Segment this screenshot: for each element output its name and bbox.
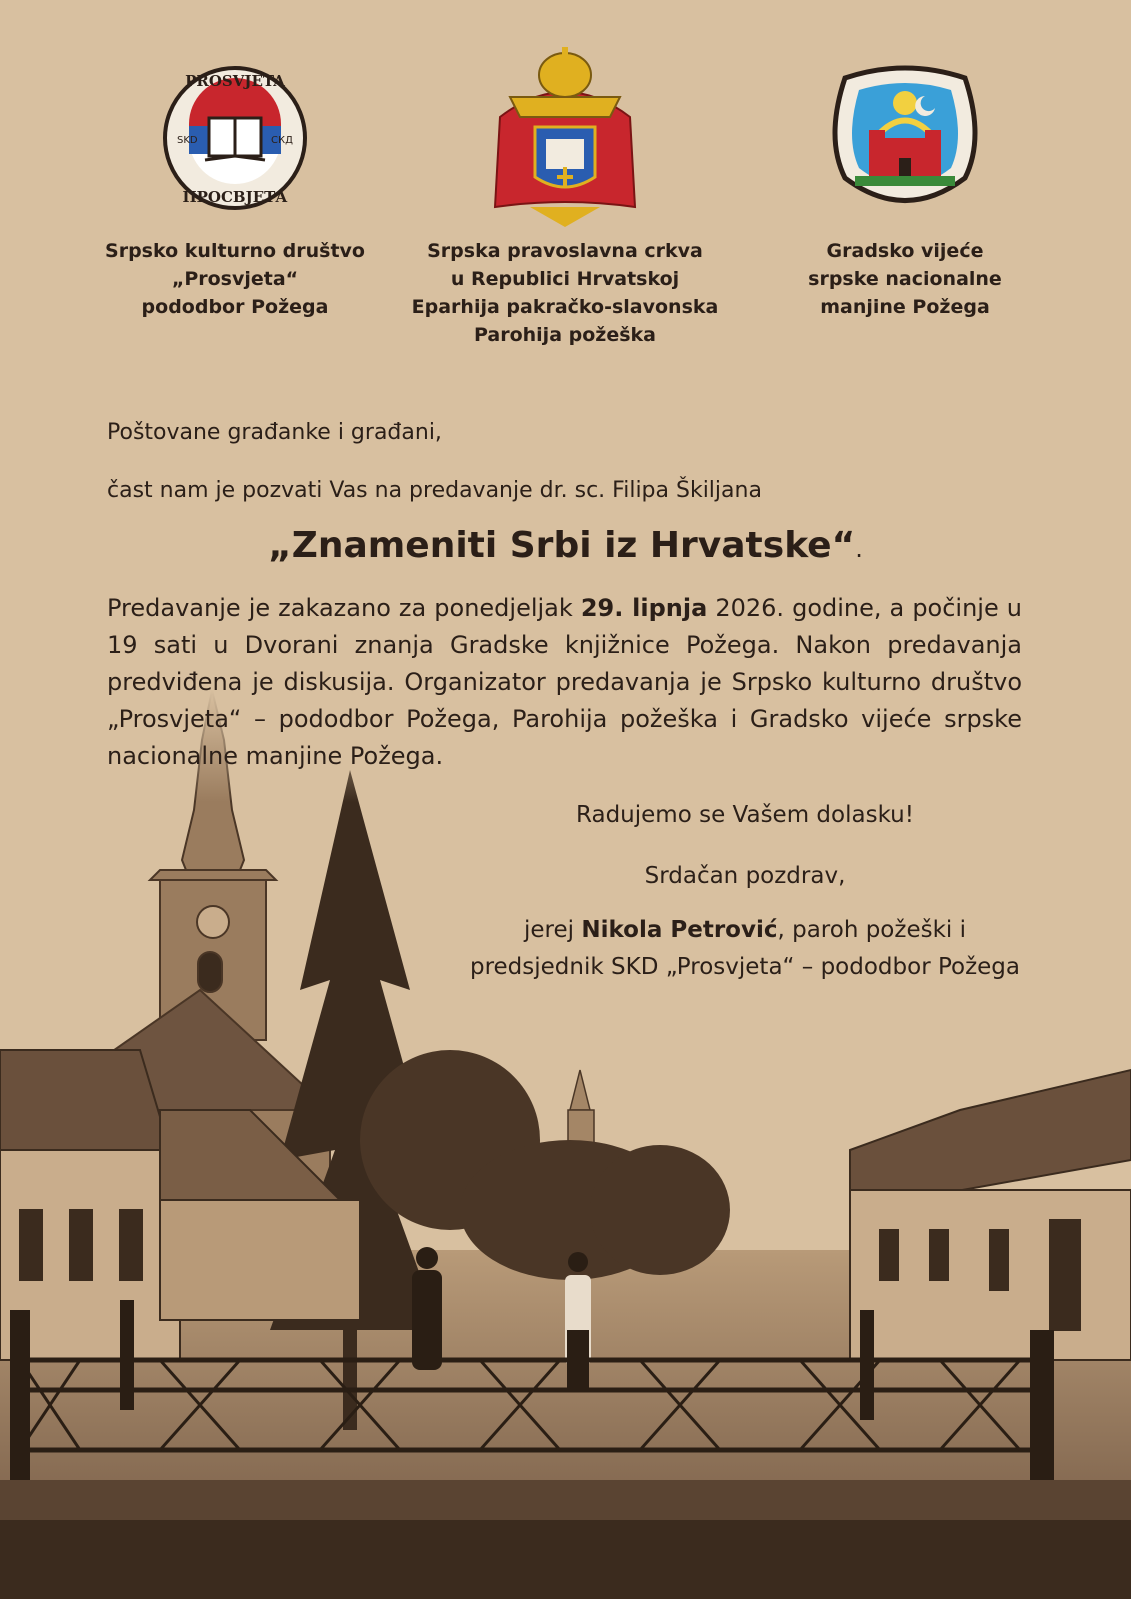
signature-prefix: jerej bbox=[524, 917, 582, 943]
signature-block bbox=[460, 912, 1030, 986]
church-coat-of-arms bbox=[490, 47, 640, 229]
caption-line: Eparhija pakračko-slavonska bbox=[411, 296, 719, 318]
lecture-title bbox=[0, 525, 1131, 566]
ring-top-text: PROSVJETA bbox=[185, 71, 285, 90]
closing-line: Radujemo se Vašem dolasku! bbox=[576, 802, 914, 828]
regards-line: Srdačan pozdrav, bbox=[644, 863, 846, 889]
details-paragraph bbox=[107, 590, 1022, 775]
caption-line: srpske nacionalne bbox=[808, 268, 1002, 290]
ring-left-text: SKD bbox=[177, 134, 198, 146]
prosvjeta-logo bbox=[161, 64, 309, 212]
caption-line: pododbor Požega bbox=[141, 296, 329, 318]
council-column bbox=[770, 40, 1040, 321]
caption-line: manjine Požega bbox=[820, 296, 990, 318]
signature-rest: , paroh požeški i predsjednik SKD „Prosvjeta“ – pododbor Požega bbox=[469, 917, 1020, 980]
caption-line: Parohija požeška bbox=[473, 324, 656, 346]
city-council-coat-of-arms bbox=[825, 58, 985, 218]
prosvjeta-column bbox=[95, 40, 375, 321]
caption-line: Srpska pravoslavna crkva bbox=[427, 240, 703, 262]
caption-line: Srpsko kulturno društvo bbox=[105, 240, 365, 262]
event-date: 29. lipnja bbox=[580, 594, 708, 622]
caption-line: Gradsko vijeće bbox=[826, 240, 984, 262]
paragraph-part1: Predavanje je zakazano za ponedjeljak bbox=[107, 594, 581, 622]
ring-bottom-text: ПРОСВЈЕТА bbox=[182, 187, 288, 206]
paragraph-part2: 2026. godine, a počinje u 19 sati u Dvorani znanja Gradske knjižnice Požega. Nakon predavanja predviđena je diskusija. Organizator predavanja je Srpsko kulturno društvo „Prosvjeta“ – pododbor Požega, Parohija požeška i Gradsko vijeće srpske nacionalne manjine Požega. bbox=[107, 594, 1023, 770]
ring-right-text: СКД bbox=[271, 134, 293, 146]
header-logos bbox=[0, 40, 1131, 370]
title-text: „Znameniti Srbi iz Hrvatske“ bbox=[268, 525, 856, 566]
caption-line: u Republici Hrvatskoj bbox=[450, 268, 680, 290]
greeting: Poštovane građanke i građani, bbox=[107, 420, 442, 445]
caption-line: „Prosvjeta“ bbox=[171, 268, 299, 290]
signature-name: Nikola Petrović bbox=[581, 917, 778, 943]
title-suffix: . bbox=[855, 535, 863, 563]
church-column bbox=[395, 40, 735, 349]
invitation-line: čast nam je pozvati Vas na predavanje dr. sc. Filipa Škiljana bbox=[107, 478, 762, 503]
